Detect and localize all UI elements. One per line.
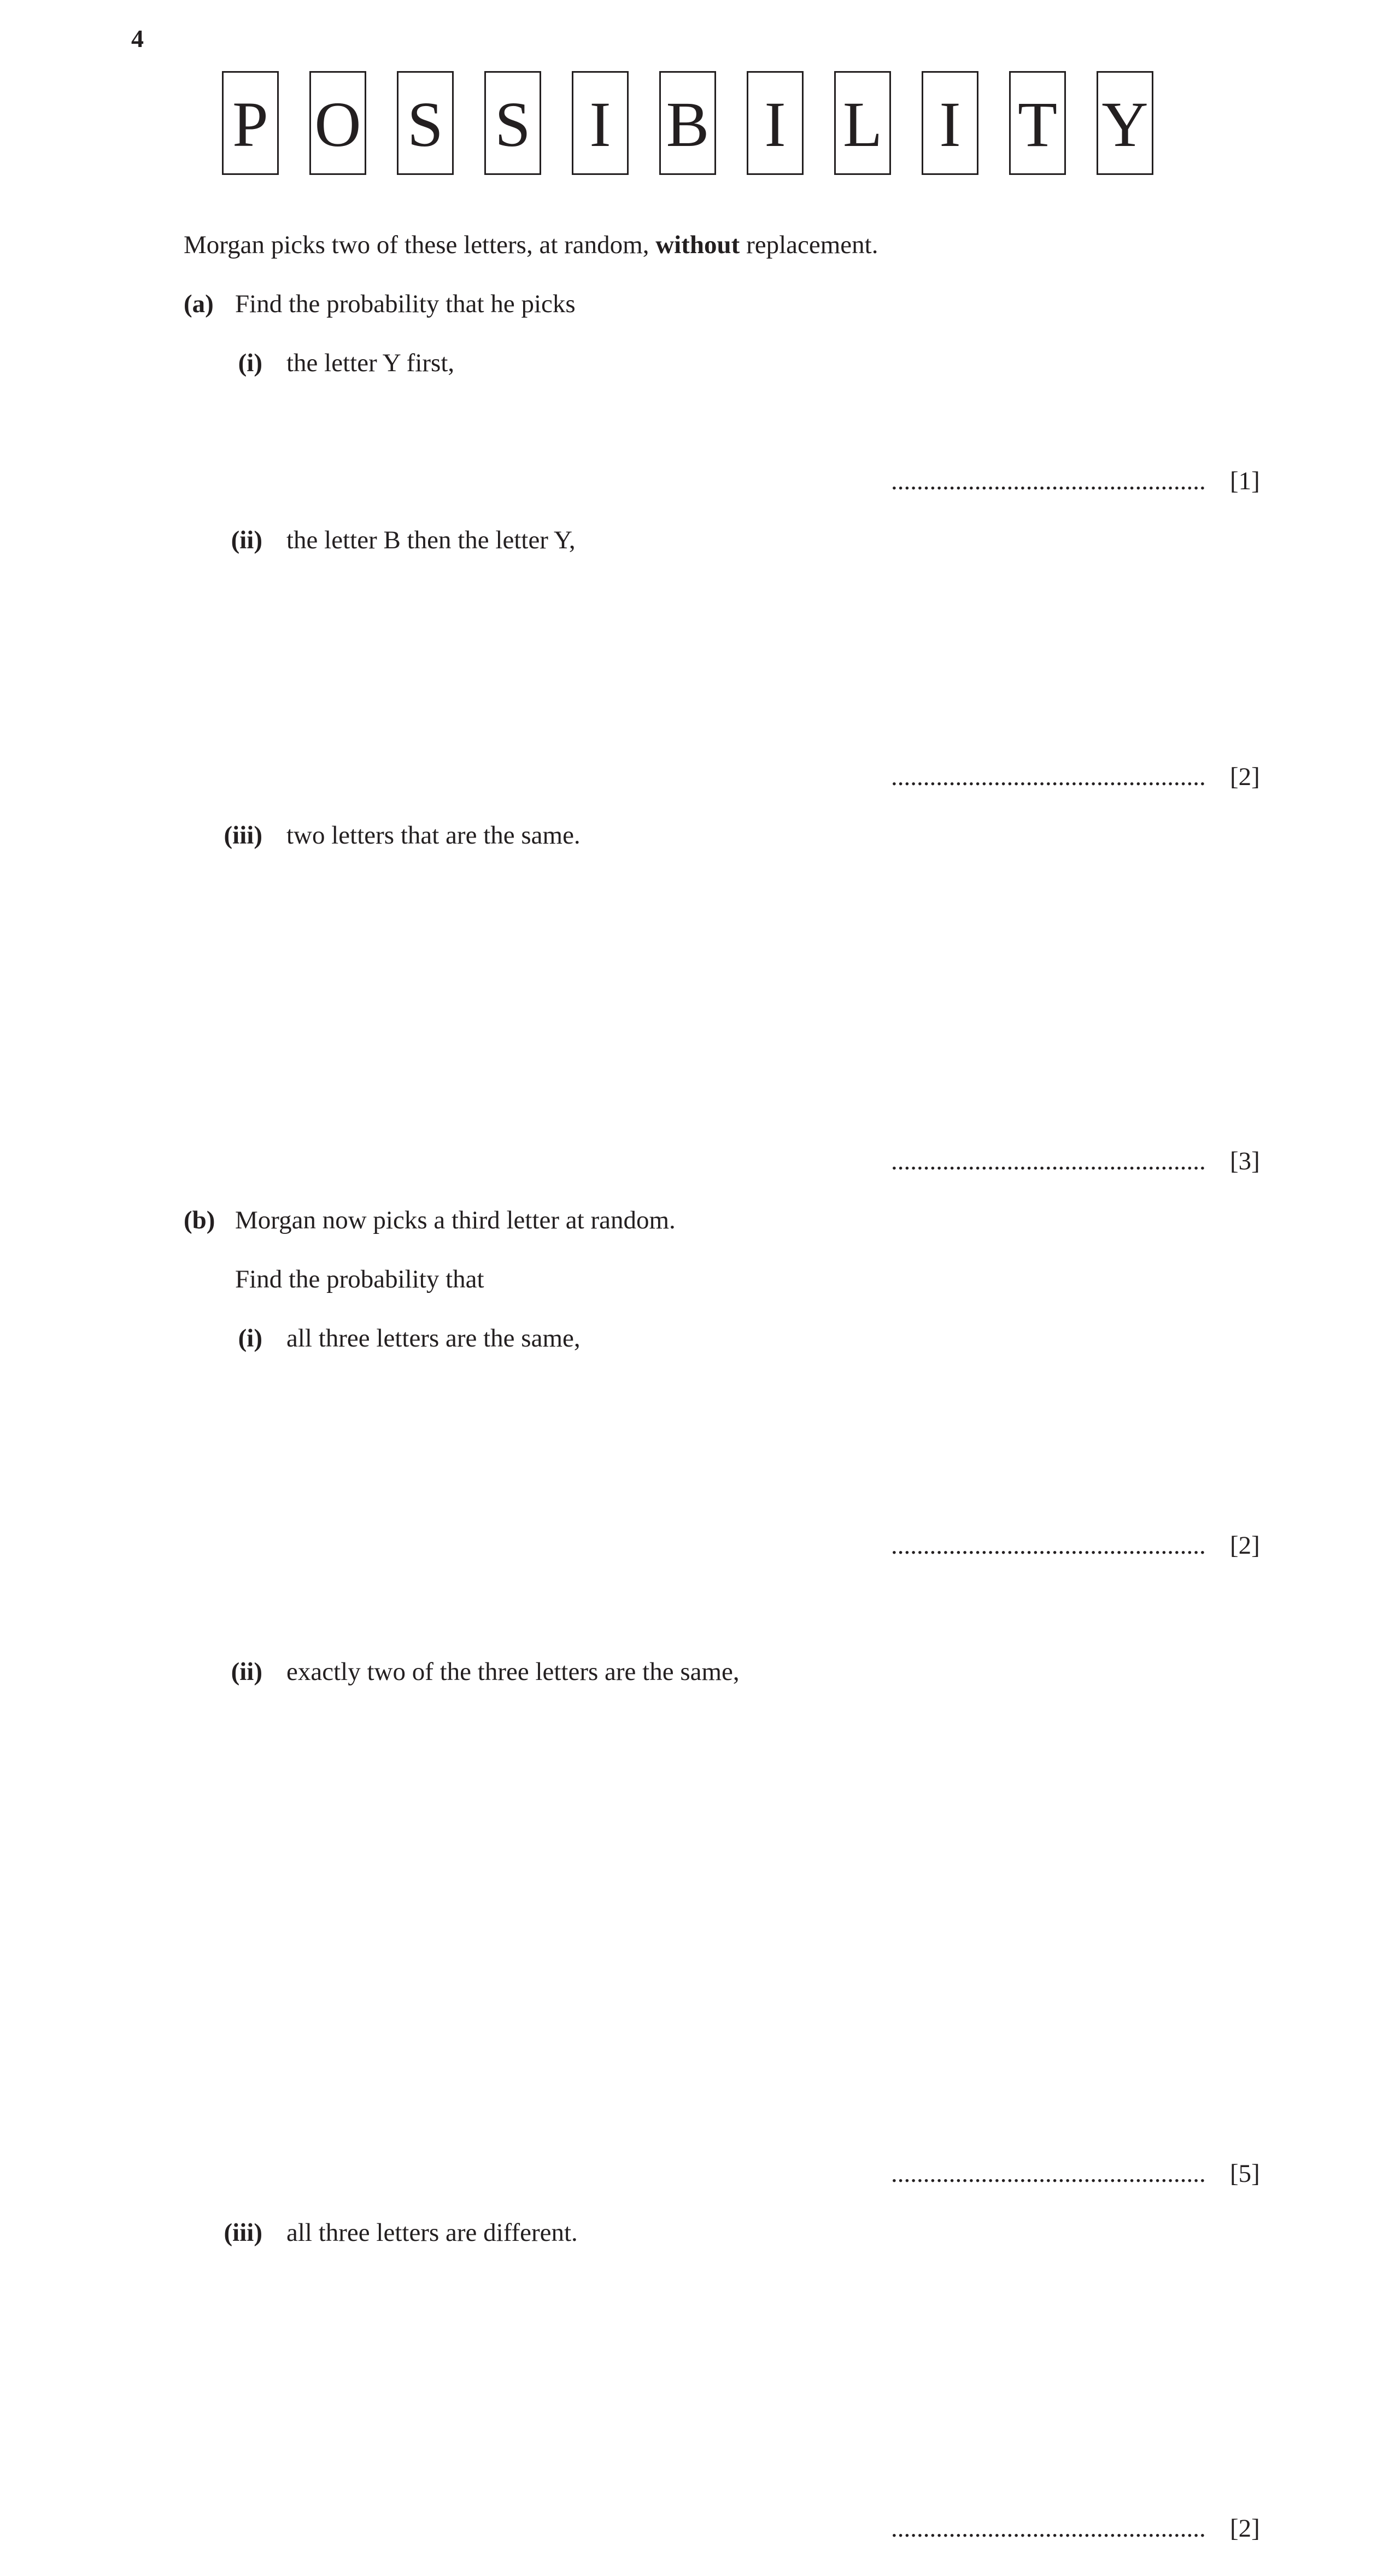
part-b-subtext: Find the probability that [235,1265,484,1293]
marks-a-iii: [3] [1230,1147,1260,1175]
answer-line-b-i: ................................................. [891,1531,1206,1560]
part-a-label: (a) [184,290,214,318]
answer-line-a-iii: ................................................. [891,1147,1206,1175]
answer-line-b-iii: ................................................. [891,2514,1206,2543]
intro-bold: without [655,231,740,259]
letter-tile: P [222,71,279,175]
part-a-ii-text: the letter B then the letter Y, [286,526,576,554]
part-b-label: (b) [184,1206,215,1234]
part-a-text: Find the probability that he picks [235,290,576,318]
part-a-i-text: the letter Y first, [286,349,455,377]
letter-tiles [222,71,1162,178]
letter-tile: L [834,71,891,175]
marks-b-ii: [5] [1230,2159,1260,2188]
part-a-i-label: (i) [238,349,262,377]
marks-b-iii: [2] [1230,2514,1260,2543]
letter-tile: I [572,71,629,175]
letter-tile: I [922,71,978,175]
intro-after: replacement. [740,231,878,259]
part-a-iii-label: (iii) [224,821,262,850]
letter-tile: B [659,71,716,175]
marks-a-ii: [2] [1230,763,1260,791]
part-b-ii-label: (ii) [231,1658,262,1686]
letter-tile: T [1009,71,1066,175]
part-b-i-text: all three letters are the same, [286,1324,581,1353]
answer-line-a-ii: ................................................. [891,763,1206,791]
part-b-iii-text: all three letters are different. [286,2218,578,2247]
intro-text [184,229,878,261]
part-a-ii-label: (ii) [231,526,262,554]
answer-line-b-ii: ................................................. [891,2159,1206,2188]
letter-tile: S [397,71,454,175]
part-b-text: Morgan now picks a third letter at random. [235,1206,676,1234]
marks-b-i: [2] [1230,1531,1260,1560]
answer-line-a-i: ................................................. [891,467,1206,495]
letter-tile: Y [1097,71,1153,175]
part-b-ii-text: exactly two of the three letters are the same, [286,1658,740,1686]
part-b-iii-label: (iii) [224,2218,262,2247]
letter-tile: I [747,71,804,175]
marks-a-i: [1] [1230,467,1260,495]
page-number: 4 [131,25,144,52]
letter-tile: O [309,71,366,175]
letter-tile: S [484,71,541,175]
intro-before: Morgan picks two of these letters, at random, [184,231,656,259]
part-b-i-label: (i) [238,1324,262,1353]
part-a-iii-text: two letters that are the same. [286,821,581,850]
